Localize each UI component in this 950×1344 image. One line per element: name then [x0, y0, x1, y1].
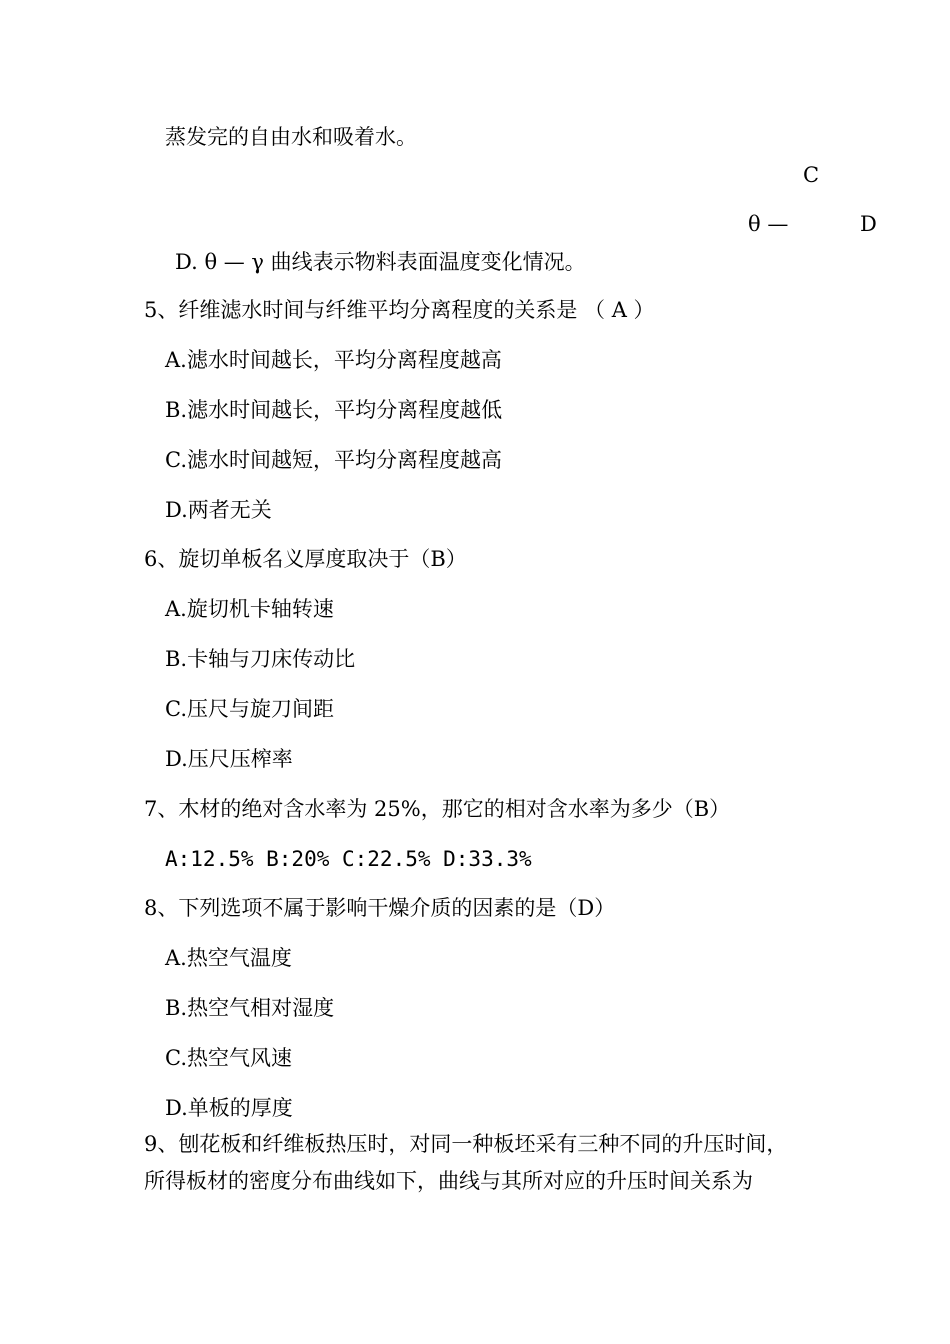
figure-label-theta: θ —	[748, 212, 789, 236]
question-5: 5、纤维滤水时间与纤维平均分离程度的关系是 （ A ）	[144, 298, 655, 322]
question-5-option-a: A.滤水时间越长，平均分离程度越高	[165, 348, 502, 372]
question-8-option-d: D.单板的厚度	[165, 1096, 293, 1120]
text-line: 蒸发完的自由水和吸着水。	[165, 125, 417, 149]
question-8-option-c: C.热空气风速	[165, 1046, 292, 1070]
question-8-option-a: A.热空气温度	[165, 946, 292, 970]
question-7-options: A:12.5% B:20% C:22.5% D:33.3%	[165, 847, 532, 871]
question-6-option-a: A.旋切机卡轴转速	[165, 597, 334, 621]
figure-label-d: D	[860, 212, 877, 236]
question-5-option-d: D.两者无关	[165, 498, 272, 522]
question-9-line-1: 9、刨花板和纤维板热压时，对同一种板坯采有三种不同的升压时间，	[144, 1132, 788, 1156]
question-6-option-c: C.压尺与旋刀间距	[165, 697, 334, 721]
question-8-option-b: B.热空气相对湿度	[165, 996, 335, 1020]
question-8: 8、下列选项不属于影响干燥介质的因素的是（D）	[144, 896, 616, 920]
question-6: 6、旋切单板名义厚度取决于（B）	[144, 547, 467, 571]
figure-label-c: C	[803, 163, 820, 187]
question-6-option-b: B.卡轴与刀床传动比	[165, 647, 356, 671]
question-6-option-d: D.压尺压榨率	[165, 747, 293, 771]
question-5-option-b: B.滤水时间越长，平均分离程度越低	[165, 398, 503, 422]
question-7: 7、木材的绝对含水率为 25%，那它的相对含水率为多少（B）	[144, 797, 731, 821]
question-9-line-2: 所得板材的密度分布曲线如下，曲线与其所对应的升压时间关系为	[144, 1169, 753, 1193]
question-5-option-c: C.滤水时间越短，平均分离程度越高	[165, 448, 502, 472]
option-d-theta-gamma: D. θ — γ 曲线表示物料表面温度变化情况。	[175, 250, 586, 274]
